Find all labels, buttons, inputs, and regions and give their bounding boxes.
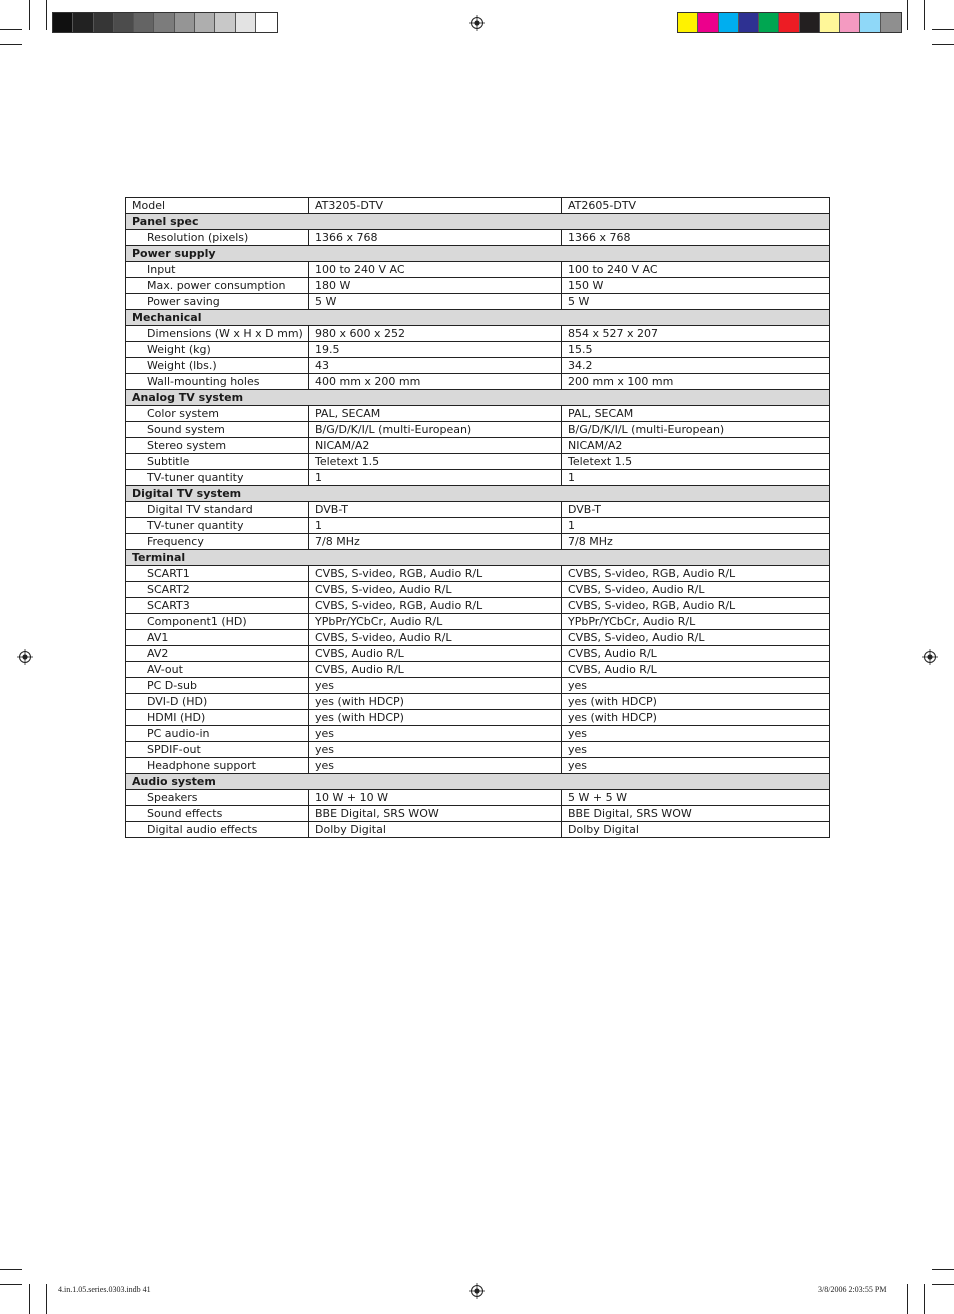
table-row [126, 342, 830, 358]
spec-value-model-2: DVB-T [562, 502, 830, 518]
color-swatch [800, 13, 820, 32]
section-title: Analog TV system [126, 390, 830, 406]
section-title: Audio system [126, 774, 830, 790]
color-swatch [820, 13, 840, 32]
spec-value-model-2: 1366 x 768 [562, 230, 830, 246]
table-row [126, 278, 830, 294]
section-title: Terminal [126, 550, 830, 566]
spec-value-model-1: 43 [309, 358, 562, 374]
spec-value-model-1: CVBS, Audio R/L [309, 662, 562, 678]
spec-value-model-1: yes [309, 742, 562, 758]
spec-label: Max. power consumption [126, 278, 309, 294]
spec-value-model-2: CVBS, S-video, Audio R/L [562, 630, 830, 646]
spec-value-model-2: 34.2 [562, 358, 830, 374]
table-row [126, 502, 830, 518]
spec-value-model-1: 180 W [309, 278, 562, 294]
spec-label: Component1 (HD) [126, 614, 309, 630]
table-row [126, 230, 830, 246]
section-header-row [126, 774, 830, 790]
color-swatch [195, 13, 215, 32]
spec-label: PC D-sub [126, 678, 309, 694]
spec-value-model-2: Dolby Digital [562, 822, 830, 838]
spec-value-model-1: 980 x 600 x 252 [309, 326, 562, 342]
spec-value-model-1: CVBS, Audio R/L [309, 646, 562, 662]
section-title: Mechanical [126, 310, 830, 326]
spec-value-model-1: yes (with HDCP) [309, 710, 562, 726]
spec-value-model-1: 5 W [309, 294, 562, 310]
header-label: Model [126, 198, 309, 214]
table-row [126, 598, 830, 614]
spec-value-model-1: CVBS, S-video, Audio R/L [309, 630, 562, 646]
specification-table-body [126, 198, 830, 838]
spec-label: Headphone support [126, 758, 309, 774]
spec-value-model-2: NICAM/A2 [562, 438, 830, 454]
table-row [126, 582, 830, 598]
table-row [126, 294, 830, 310]
spec-value-model-1: 1 [309, 518, 562, 534]
spec-value-model-1: 10 W + 10 W [309, 790, 562, 806]
table-row [126, 470, 830, 486]
color-swatch [154, 13, 174, 32]
spec-label: Dimensions (W x H x D mm) [126, 326, 309, 342]
table-row [126, 406, 830, 422]
table-row [126, 566, 830, 582]
spec-label: SCART1 [126, 566, 309, 582]
spec-label: Frequency [126, 534, 309, 550]
spec-value-model-1: yes [309, 678, 562, 694]
section-header-row [126, 246, 830, 262]
spec-value-model-1: CVBS, S-video, RGB, Audio R/L [309, 598, 562, 614]
table-row [126, 630, 830, 646]
table-row [126, 710, 830, 726]
registration-mark-icon [469, 1283, 485, 1299]
registration-mark-icon [922, 649, 938, 665]
color-swatch [759, 13, 779, 32]
color-swatch [73, 13, 93, 32]
spec-value-model-2: 150 W [562, 278, 830, 294]
section-title: Power supply [126, 246, 830, 262]
table-row [126, 438, 830, 454]
spec-label: Input [126, 262, 309, 278]
spec-label: SCART3 [126, 598, 309, 614]
color-swatch [840, 13, 860, 32]
color-swatch [134, 13, 154, 32]
spec-value-model-1: Dolby Digital [309, 822, 562, 838]
spec-value-model-1: NICAM/A2 [309, 438, 562, 454]
table-row [126, 518, 830, 534]
section-header-row [126, 486, 830, 502]
spec-label: Subtitle [126, 454, 309, 470]
spec-value-model-1: yes [309, 758, 562, 774]
color-swatch [739, 13, 759, 32]
spec-value-model-2: CVBS, S-video, Audio R/L [562, 582, 830, 598]
spec-label: SPDIF-out [126, 742, 309, 758]
slug-timestamp: 3/8/2006 2:03:55 PM [818, 1285, 887, 1294]
spec-value-model-2: 5 W + 5 W [562, 790, 830, 806]
table-row [126, 822, 830, 838]
section-header-row [126, 390, 830, 406]
spec-label: AV1 [126, 630, 309, 646]
table-row [126, 806, 830, 822]
color-swatch [94, 13, 114, 32]
spec-value-model-2: 100 to 240 V AC [562, 262, 830, 278]
table-header-row [126, 198, 830, 214]
color-swatch [719, 13, 739, 32]
section-header-row [126, 214, 830, 230]
spec-value-model-1: 100 to 240 V AC [309, 262, 562, 278]
spec-label: Speakers [126, 790, 309, 806]
spec-value-model-2: yes (with HDCP) [562, 694, 830, 710]
grayscale-bar [52, 12, 278, 33]
spec-label: Digital TV standard [126, 502, 309, 518]
spec-value-model-1: yes (with HDCP) [309, 694, 562, 710]
spec-value-model-1: 19.5 [309, 342, 562, 358]
spec-value-model-2: yes [562, 678, 830, 694]
registration-mark-icon [469, 15, 485, 31]
spec-value-model-1: BBE Digital, SRS WOW [309, 806, 562, 822]
spec-label: Digital audio effects [126, 822, 309, 838]
spec-value-model-2: 7/8 MHz [562, 534, 830, 550]
spec-value-model-2: yes [562, 742, 830, 758]
table-row [126, 662, 830, 678]
spec-value-model-2: B/G/D/K/I/L (multi-European) [562, 422, 830, 438]
spec-value-model-1: 1 [309, 470, 562, 486]
table-row [126, 678, 830, 694]
table-row [126, 614, 830, 630]
color-swatch [175, 13, 195, 32]
section-title: Digital TV system [126, 486, 830, 502]
spec-value-model-1: DVB-T [309, 502, 562, 518]
table-row [126, 726, 830, 742]
spec-value-model-1: CVBS, S-video, RGB, Audio R/L [309, 566, 562, 582]
spec-label: TV-tuner quantity [126, 518, 309, 534]
spec-value-model-2: yes [562, 726, 830, 742]
spec-value-model-1: yes [309, 726, 562, 742]
spec-label: Resolution (pixels) [126, 230, 309, 246]
spec-value-model-2: 1 [562, 470, 830, 486]
spec-value-model-2: Teletext 1.5 [562, 454, 830, 470]
table-row [126, 742, 830, 758]
color-swatch [698, 13, 718, 32]
color-swatch [881, 13, 901, 32]
table-row [126, 790, 830, 806]
spec-value-model-1: 7/8 MHz [309, 534, 562, 550]
spec-label: Wall-mounting holes [126, 374, 309, 390]
spec-label: Color system [126, 406, 309, 422]
color-swatch [236, 13, 256, 32]
spec-value-model-1: 400 mm x 200 mm [309, 374, 562, 390]
slug-file-info: 4.in.1.05.series.0303.indb 41 [58, 1285, 151, 1294]
spec-value-model-1: CVBS, S-video, Audio R/L [309, 582, 562, 598]
section-title: Panel spec [126, 214, 830, 230]
spec-value-model-2: 15.5 [562, 342, 830, 358]
header-model-2: AT2605-DTV [562, 198, 830, 214]
color-bar [677, 12, 902, 33]
spec-value-model-2: yes [562, 758, 830, 774]
table-row [126, 758, 830, 774]
spec-value-model-2: BBE Digital, SRS WOW [562, 806, 830, 822]
table-row [126, 422, 830, 438]
spec-label: Sound system [126, 422, 309, 438]
spec-value-model-2: 854 x 527 x 207 [562, 326, 830, 342]
spec-label: PC audio-in [126, 726, 309, 742]
spec-label: SCART2 [126, 582, 309, 598]
spec-label: Weight (kg) [126, 342, 309, 358]
table-row [126, 326, 830, 342]
color-swatch [114, 13, 134, 32]
header-model-1: AT3205-DTV [309, 198, 562, 214]
spec-label: HDMI (HD) [126, 710, 309, 726]
specification-table [125, 197, 830, 838]
table-row [126, 454, 830, 470]
spec-label: Stereo system [126, 438, 309, 454]
spec-value-model-1: 1366 x 768 [309, 230, 562, 246]
table-row [126, 646, 830, 662]
spec-label: AV2 [126, 646, 309, 662]
table-row [126, 694, 830, 710]
color-swatch [256, 13, 276, 32]
color-swatch [53, 13, 73, 32]
spec-value-model-2: 200 mm x 100 mm [562, 374, 830, 390]
spec-value-model-2: CVBS, S-video, RGB, Audio R/L [562, 598, 830, 614]
spec-label: AV-out [126, 662, 309, 678]
color-swatch [678, 13, 698, 32]
table-row [126, 374, 830, 390]
section-header-row [126, 550, 830, 566]
spec-value-model-1: B/G/D/K/I/L (multi-European) [309, 422, 562, 438]
spec-value-model-1: PAL, SECAM [309, 406, 562, 422]
section-header-row [126, 310, 830, 326]
spec-label: Power saving [126, 294, 309, 310]
spec-label: Sound effects [126, 806, 309, 822]
spec-value-model-2: YPbPr/YCbCr, Audio R/L [562, 614, 830, 630]
table-row [126, 262, 830, 278]
spec-label: DVI-D (HD) [126, 694, 309, 710]
spec-value-model-2: PAL, SECAM [562, 406, 830, 422]
spec-value-model-2: 1 [562, 518, 830, 534]
color-swatch [779, 13, 799, 32]
spec-value-model-2: CVBS, Audio R/L [562, 646, 830, 662]
spec-label: Weight (lbs.) [126, 358, 309, 374]
spec-value-model-2: CVBS, Audio R/L [562, 662, 830, 678]
table-row [126, 534, 830, 550]
spec-label: TV-tuner quantity [126, 470, 309, 486]
spec-value-model-2: CVBS, S-video, RGB, Audio R/L [562, 566, 830, 582]
registration-mark-icon [17, 649, 33, 665]
spec-value-model-2: yes (with HDCP) [562, 710, 830, 726]
spec-value-model-2: 5 W [562, 294, 830, 310]
color-swatch [860, 13, 880, 32]
spec-value-model-1: YPbPr/YCbCr, Audio R/L [309, 614, 562, 630]
table-row [126, 358, 830, 374]
color-swatch [215, 13, 235, 32]
spec-value-model-1: Teletext 1.5 [309, 454, 562, 470]
